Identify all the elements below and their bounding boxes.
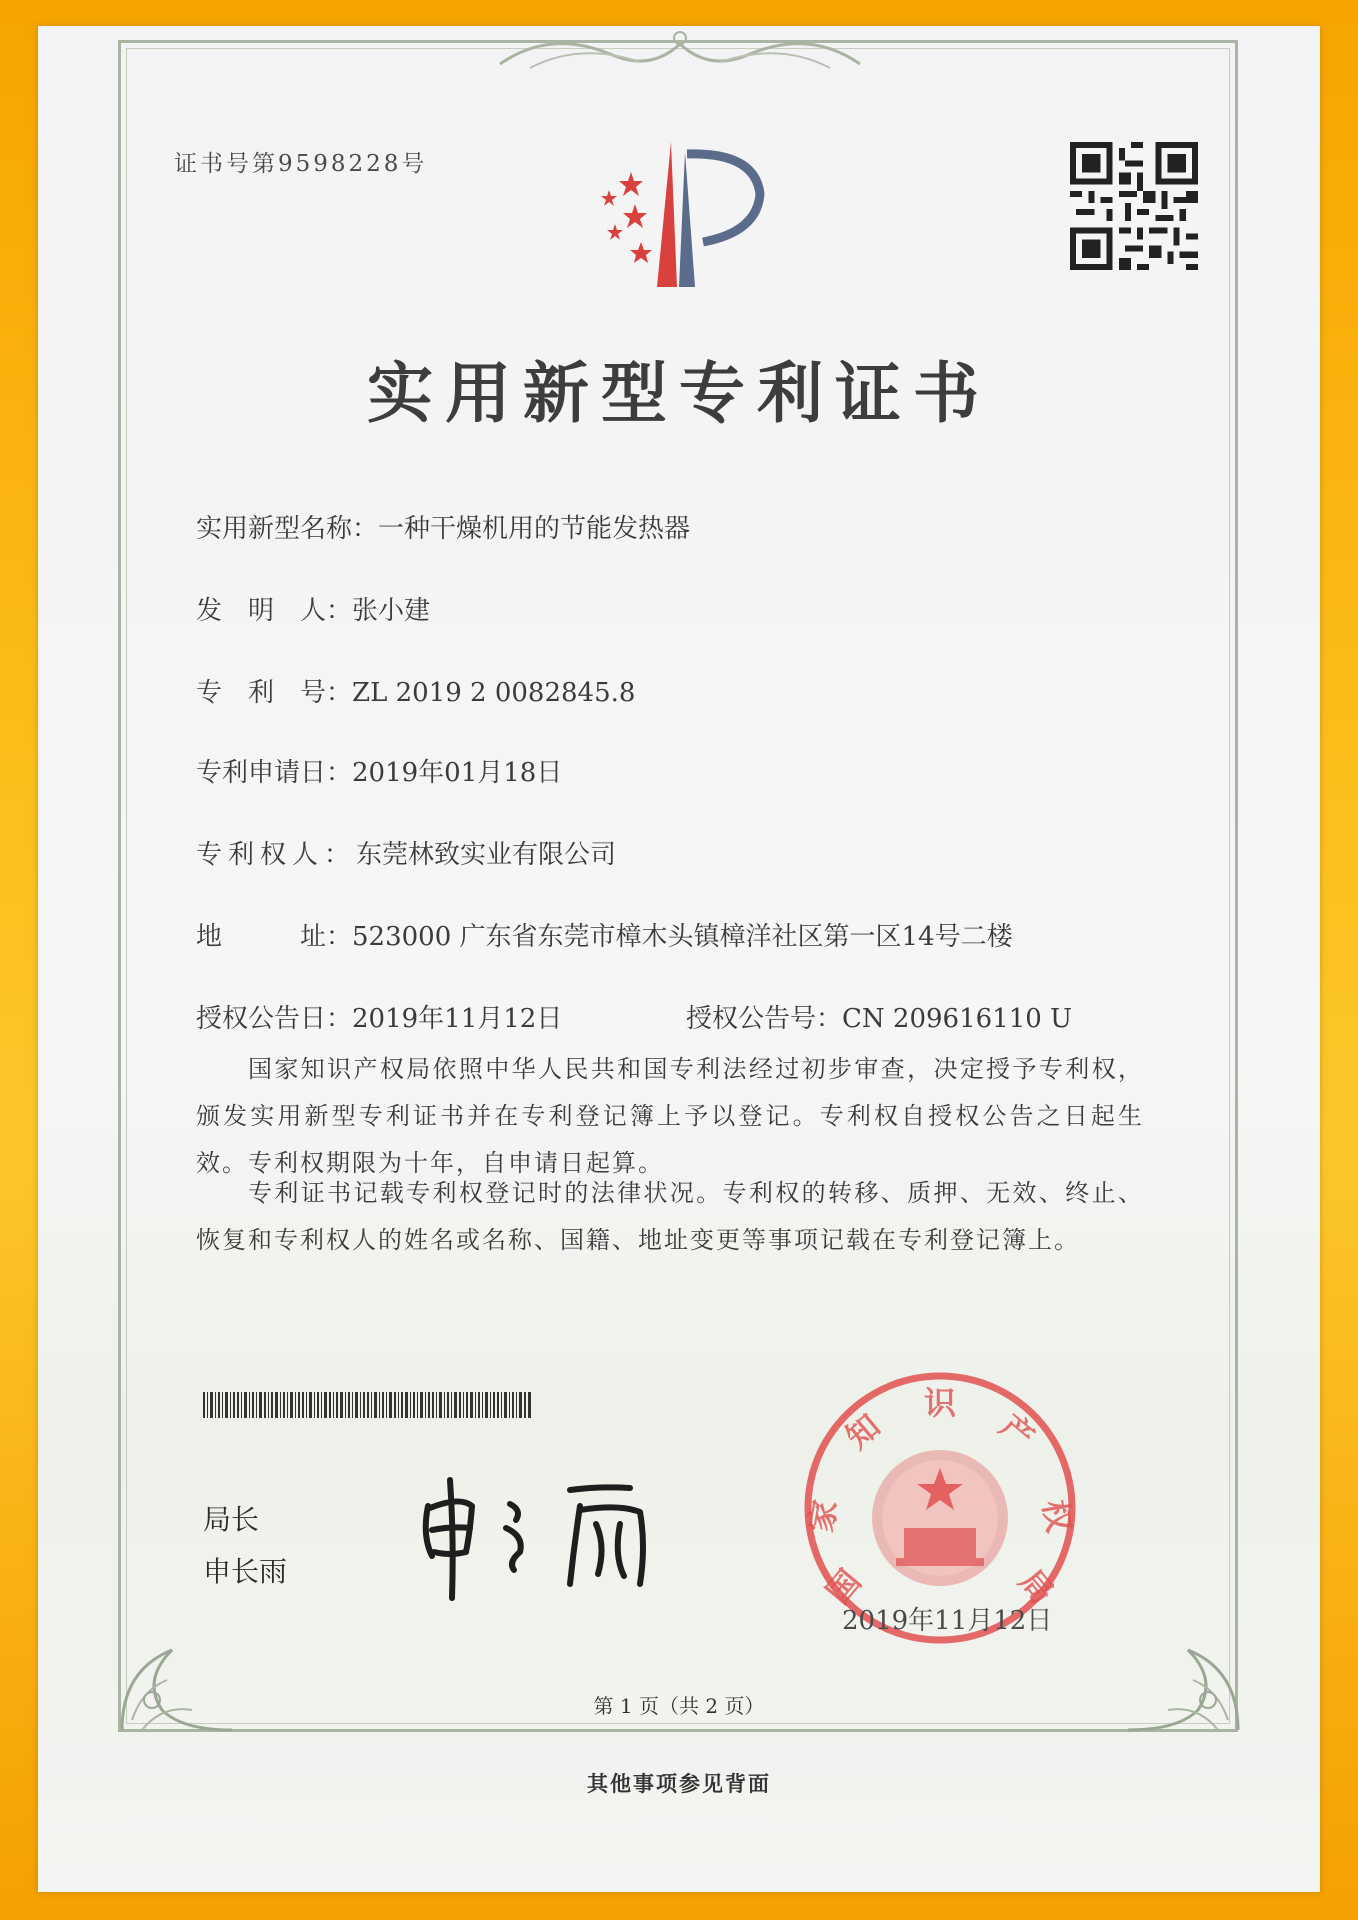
certificate-number: 证书号第9598228号 <box>174 151 428 177</box>
qr-code-icon <box>1070 140 1198 272</box>
svg-text:产: 产 <box>992 1406 1042 1457</box>
svg-text:国: 国 <box>818 1562 869 1612</box>
svg-text:权: 权 <box>1035 1497 1079 1536</box>
address-label: 地 址： <box>196 922 353 952</box>
grant-number-value: CN 209616110 U <box>842 1004 1072 1034</box>
back-note: 其他事项参见背面 <box>587 1771 771 1796</box>
director-title: 局长 <box>203 1503 260 1536</box>
top-ornament-icon <box>490 24 870 76</box>
corner-ornament-icon <box>1118 1610 1248 1740</box>
director-name: 申长雨 <box>203 1555 288 1588</box>
inventor-label: 发 明 人： <box>196 596 353 626</box>
patent-number-label: 专 利 号： <box>196 678 353 708</box>
filing-date-row <box>196 752 562 789</box>
svg-text:局: 局 <box>1011 1562 1062 1612</box>
director-signature-icon <box>410 1466 700 1606</box>
svg-text:识: 识 <box>923 1384 957 1422</box>
svg-text:知: 知 <box>838 1406 888 1457</box>
utility-name-row <box>196 508 690 545</box>
body-paragraph-1: 国家知识产权局依照中华人民共和国专利法经过初步审查，决定授予专利权，颁发实用新型专利证书并在专利登记簿上予以登记。专利权自授权公告之日起生效。专利权期限为十年，自申请日起算。 <box>196 1055 1144 1177</box>
svg-text:家: 家 <box>801 1497 845 1536</box>
filing-date-value: 2019年01月18日 <box>352 758 563 788</box>
filing-date-label: 专利申请日： <box>196 758 353 788</box>
grant-date-value: 2019年11月12日 <box>352 1004 563 1034</box>
body-paragraph-2: 专利证书记载专利权登记时的法律状况。专利权的转移、质押、无效、终止、恢复和专利权人的姓名或名称、国籍、地址变更等事项记载在专利登记簿上。 <box>196 1179 1144 1254</box>
grant-date-row <box>196 998 562 1035</box>
grant-number-row <box>686 998 1072 1035</box>
patentee-label: 专利权人： <box>196 840 357 870</box>
page-number: 第 1 页（共 2 页） <box>593 1694 765 1718</box>
patentee-row <box>196 834 616 871</box>
certificate-title: 实用新型专利证书 <box>367 354 991 432</box>
inventor-value: 张小建 <box>352 596 431 626</box>
patent-number-value: ZL 2019 2 0082845.8 <box>352 678 636 708</box>
grant-number-label: 授权公告号： <box>686 1004 843 1034</box>
address-row <box>196 916 1013 953</box>
address-value: 523000 广东省东莞市樟木头镇樟洋社区第一区14号二楼 <box>352 922 1013 952</box>
grant-date-label: 授权公告日： <box>196 1004 353 1034</box>
corner-ornament-icon <box>112 1610 242 1740</box>
patentee-value: 东莞林致实业有限公司 <box>356 840 617 870</box>
utility-name-label: 实用新型名称： <box>196 514 379 544</box>
seal-date: 2019年11月12日 <box>842 1606 1053 1636</box>
patent-office-logo-icon <box>585 132 785 292</box>
utility-name-value: 一种干燥机用的节能发热器 <box>378 514 691 544</box>
patent-number-row <box>196 672 635 709</box>
barcode-icon <box>203 1392 531 1418</box>
inventor-row <box>196 590 430 627</box>
